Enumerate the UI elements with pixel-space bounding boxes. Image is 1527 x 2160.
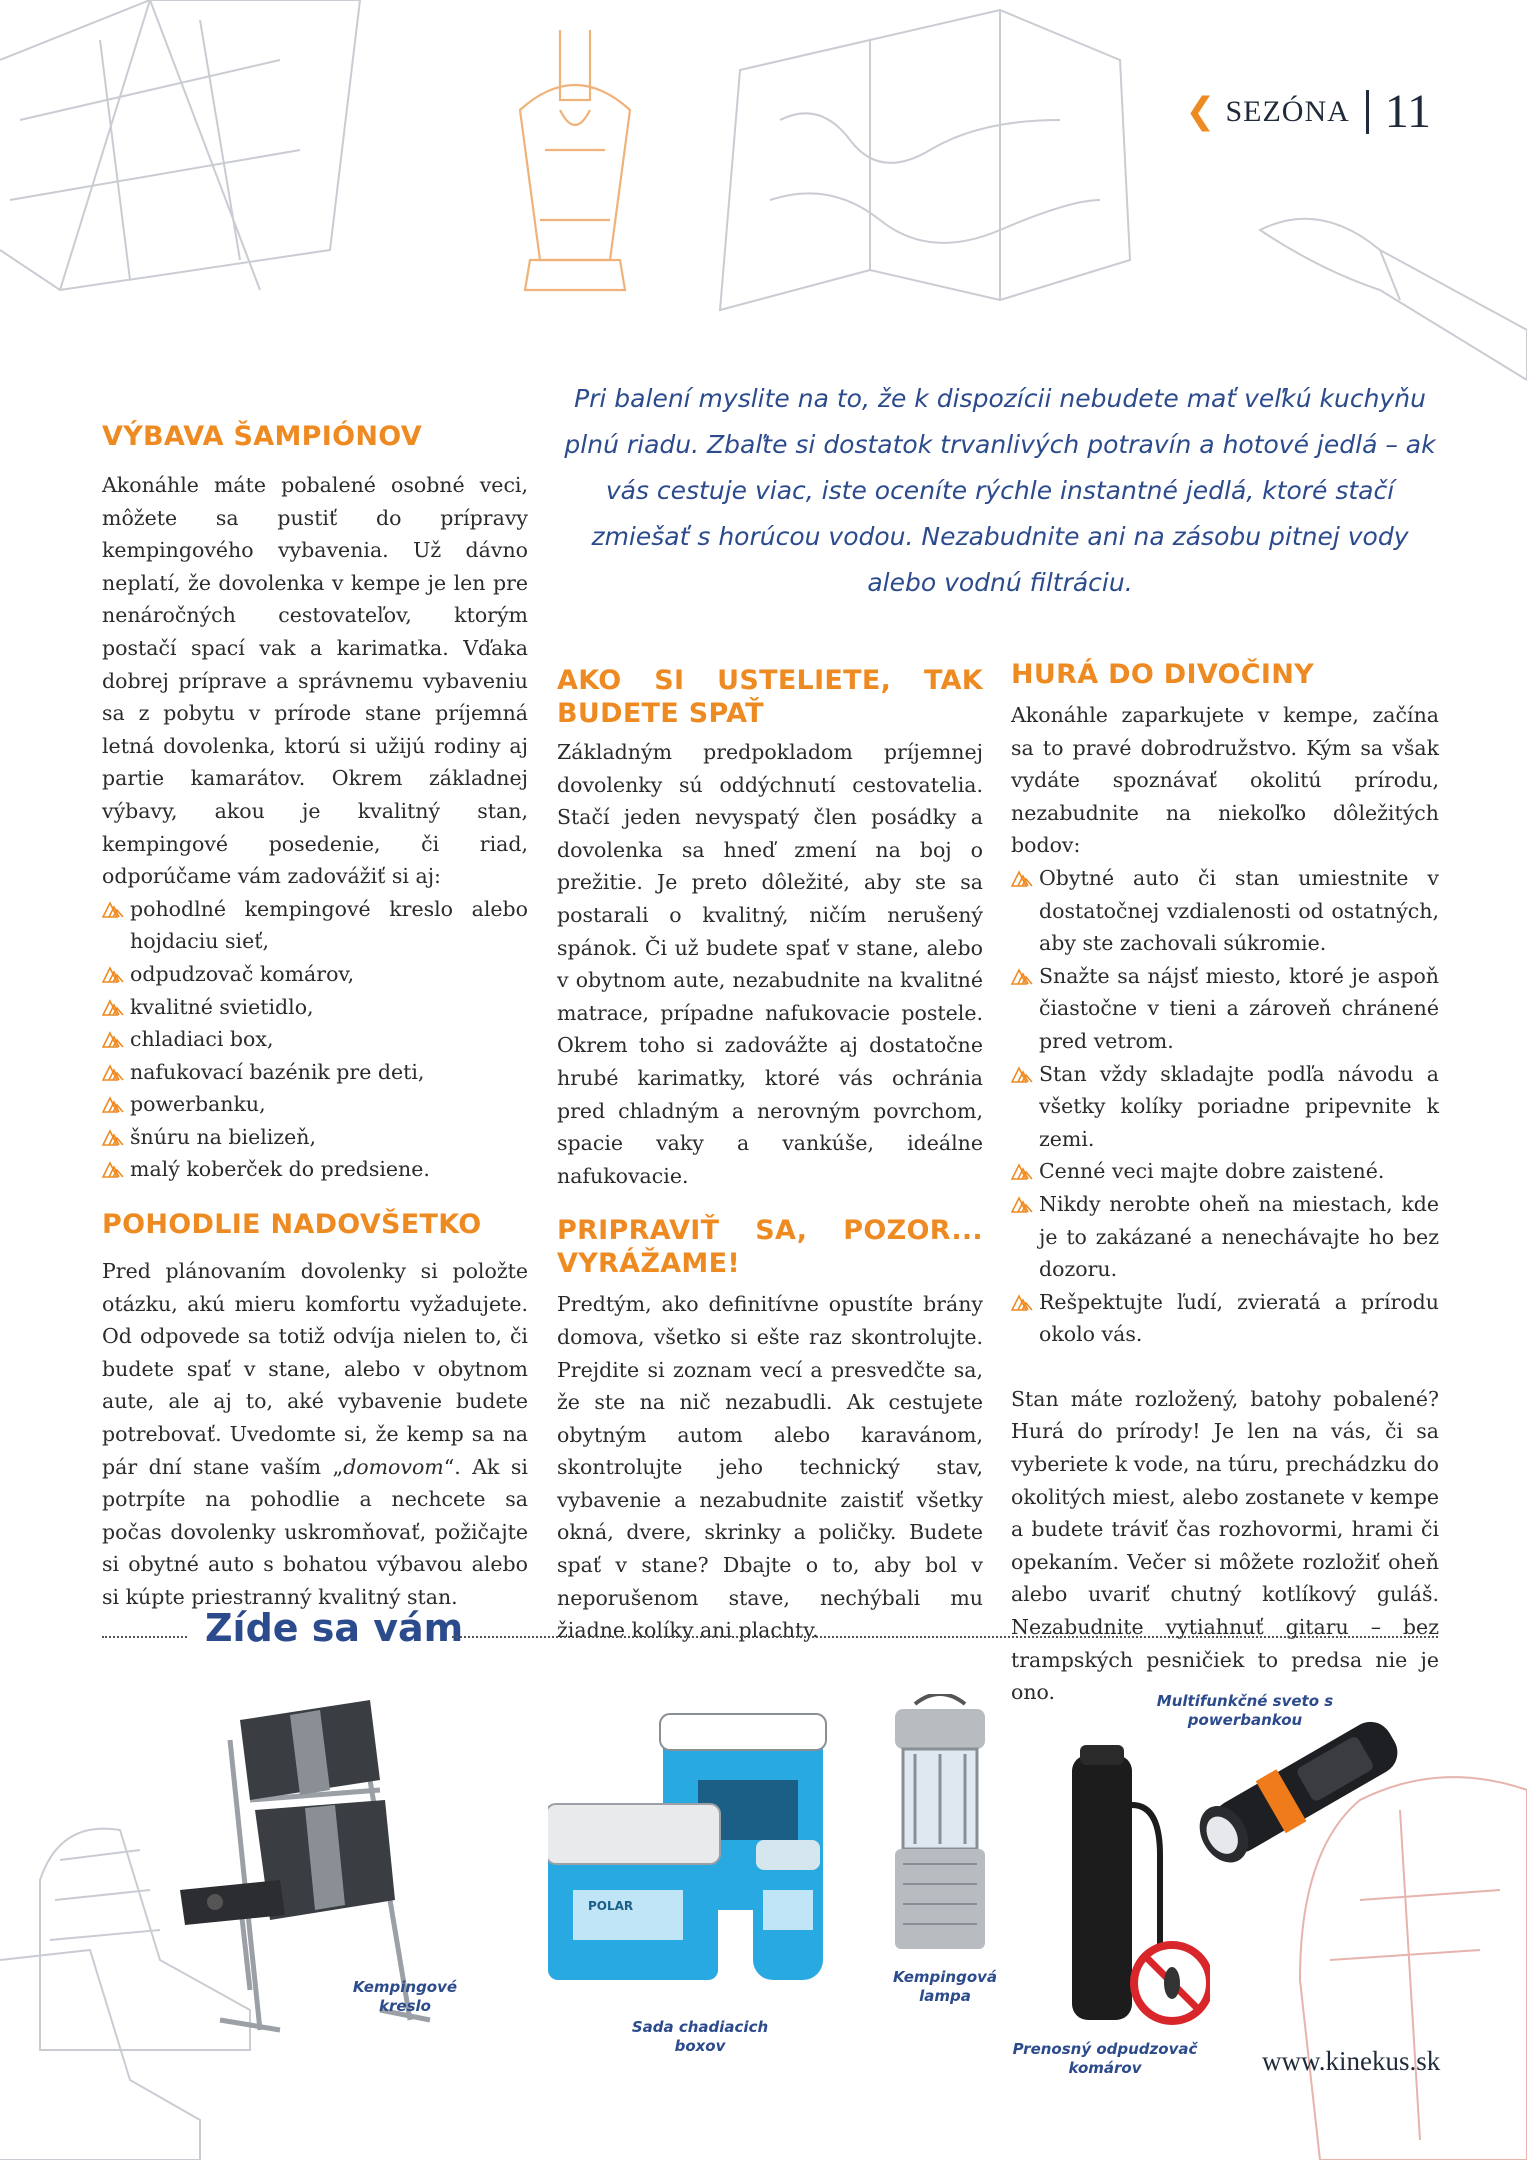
- tips-list: [1011, 862, 1439, 1351]
- caption-torch: Multifunkčné sveto s powerbankou: [1156, 1692, 1334, 1729]
- tent-marker-icon: [1011, 968, 1033, 985]
- heading-pripravit-sa: PRIPRAVIŤ SA, POZOR... VYRÁŽAME!: [557, 1215, 983, 1280]
- tent-marker-icon: [102, 1161, 124, 1178]
- dotted-rule-right: [452, 1636, 1438, 1638]
- equipment-list: [102, 893, 528, 1186]
- tent-marker-icon: [1011, 1294, 1033, 1311]
- map-sketch: [720, 10, 1130, 310]
- heading-pohodlie: POHODLIE NADOVŠETKO: [102, 1209, 482, 1241]
- list-item: Nikdy nerobte oheň na miestach, kde je to zakázané a nenechávajte ho bez dozoru.: [1011, 1188, 1439, 1286]
- tent-marker-icon: [1011, 1163, 1033, 1180]
- page-header: [1185, 84, 1431, 139]
- list-item: šnúru na bielizeň,: [102, 1121, 528, 1154]
- list-item: Rešpektujte ľudí, zvieratá a prírodu okolo vás.: [1011, 1286, 1439, 1351]
- paragraph-divocina: Akonáhle zaparkujete v kempe, začína sa to pravé dobrodružstvo. Kým sa však vydáte spoznávať okolitú prírodu, nezabudnite na niekoľko dôležitých bodov:: [1011, 703, 1439, 858]
- column-3: [1011, 658, 1439, 1709]
- list-item: malý koberček do predsiene.: [102, 1153, 528, 1186]
- list-item: kvalitné svietidlo,: [102, 991, 528, 1024]
- list-item: pohodlné kempingové kreslo alebo hojdaciu sieť,: [102, 893, 528, 958]
- zide-sa-vam-title: Zíde sa vám: [205, 1606, 464, 1650]
- tent-marker-icon: [1011, 1196, 1033, 1213]
- column-2: [557, 664, 983, 1647]
- cooler-boxes-image: [548, 1700, 848, 2000]
- paragraph-pohodlie: Pred plánovaním dovolenky si položte otázku, akú mieru komfortu vyžadujete. Od odpovede sa totiž odvíja nielen to, či budete spať v stane, alebo v obytnom aute, ale aj to, aké vybavenie budete potrebovať. Uvedomte si, že kemp sa na pár dní stane vaším „domovom“. Ak si potrpíte na pohodlie a nechcete sa počas dovolenky uskromňovať, požičajte si obytné auto s bohatou výbavou alebo si kúpte priestranný kvalitný stan.: [102, 1259, 528, 1609]
- camping-lamp-image: [885, 1694, 995, 1964]
- heading-ako-si-ustelieete: AKO SI USTELIETE, TAK BUDETE SPAŤ: [557, 665, 983, 729]
- tent-marker-icon: [102, 999, 124, 1016]
- website-url: www.kinekus.sk: [1262, 2046, 1441, 2076]
- heading-hura-do-divociny: HURÁ DO DIVOČINY: [1011, 659, 1315, 690]
- tent-marker-icon: [1011, 1066, 1033, 1083]
- list-item: Cenné veci majte dobre zaistené.: [1011, 1155, 1439, 1188]
- list-item: powerbanku,: [102, 1088, 528, 1121]
- caption-camping-chair: Kempingové kreslo: [352, 1978, 458, 2015]
- tent-marker-icon: [102, 1129, 124, 1146]
- tent-marker-icon: [102, 966, 124, 983]
- multifunction-torch-image: [1185, 1708, 1415, 1868]
- tent-marker-icon: [102, 1096, 124, 1113]
- paragraph-spanok: Základným predpokladom príjemnej dovolenky sú oddýchnutí cestovatelia. Stačí jeden nevyspatý člen posádky a dovolenka sa hneď zmení na boj o prežitie. Je preto dôležité, aby ste sa postarali o kvalitný, ničím nerušený spánok. Či už budete spať v stane, alebo v obytnom aute, nezabudnite na kvalitné matrace, prípadne nafukovacie postele. Okrem toho si zadovážte aj dostatočne hrubé karimatky, ktoré vás ochránia pred chladným a nerovným povrchom, spacie vaky a vankúše, ideálne nafukovacie.: [557, 740, 983, 1188]
- page-number: 11: [1384, 85, 1431, 138]
- tent-sketch: [0, 0, 360, 290]
- caption-camping-lamp: Kempingová lampa: [892, 1968, 998, 2005]
- caption-cooler-boxes: Sada chadiacich boxov: [631, 2018, 769, 2055]
- heading-vybava: VÝBAVA ŠAMPIÓNOV: [102, 421, 422, 452]
- paragraph-kontrola: Predtým, ako definitívne opustíte brány domova, všetko si ešte raz skontrolujte. Prejdite si zoznam vecí a presvedčte sa, že ste na nič nezabudli. Ak cestujete obytným autom alebo karavánom, skontrolujte jeho technický stav, vybavenie a nezabudnite zaistiť všetky okná, dvere, skrinky a poličky. Budete spať v stane? Dbajte o to, aby bol v neporušenom stave, nechýbali mu žiadne kolíky ani plachty.: [557, 1292, 983, 1643]
- tent-marker-icon: [102, 1064, 124, 1081]
- dotted-rule-left: [102, 1636, 187, 1638]
- tent-marker-icon: [102, 1031, 124, 1048]
- list-item: chladiaci box,: [102, 1023, 528, 1056]
- paragraph-vybava: Akonáhle máte pobalené osobné veci, môžete sa pustiť do prípravy kempingového vybavenia. Už dávno neplatí, že dovolenka v kempe je len pre nenáročných cestovateľov, ktorým postačí spací vak a karimatka. Vďaka dobrej príprave a správnemu vybaveniu sa z pobytu v prírode stane príjemná letná dovolenka, ktorú si užijú rodiny aj partie kamarátov. Okrem základnej výbavy, akou je kvalitný stan, kempingové posedenie, či riad, odporúčame vám zadovážiť si aj:: [102, 473, 528, 889]
- chevron-left-icon: ❮: [1185, 90, 1216, 132]
- list-item: Obytné auto či stan umiestnite v dostatočnej vzdialenosti od ostatných, aby ste zachovali súkromie.: [1011, 862, 1439, 960]
- caption-mosquito-repeller: Prenosný odpudzovač komárov: [1012, 2040, 1198, 2077]
- pull-quote: Pri balení myslite na to, že k dispozícii nebudete mať veľkú kuchyňu plnú riadu. Zbaľte si dostatok trvanlivých potravín a hotové jedlá – ak vás cestuje viac, iste oceníte rýchle instantné jedlá, ktoré stačí zmiešať s horúcou vodou. Nezabudnite ani na zásobu pitnej vody alebo vodnú filtráciu.: [564, 384, 1436, 597]
- cooler-brand-label: POLAR: [588, 1899, 634, 1913]
- header-divider: [1366, 90, 1369, 134]
- column-1: [102, 420, 528, 1614]
- tent-marker-icon: [102, 901, 124, 918]
- list-item: odpudzovač komárov,: [102, 958, 528, 991]
- list-item: nafukovací bazénik pre deti,: [102, 1056, 528, 1089]
- tent-marker-icon: [1011, 870, 1033, 887]
- list-item: Snažte sa nájsť miesto, ktoré je aspoň čiastočne v tieni a zároveň chránené pred vetrom.: [1011, 960, 1439, 1058]
- section-name: SEZÓNA: [1225, 94, 1350, 128]
- list-item: Stan vždy skladajte podľa návodu a všetky kolíky poriadne pripevnite k zemi.: [1011, 1058, 1439, 1156]
- lantern-sketch: [520, 30, 630, 290]
- paragraph-zaver: Stan máte rozložený, batohy pobalené? Hurá do prírody! Je len na vás, či sa vyberiete k vode, na túru, prechádzku do okolitých miest, alebo zostanete v kempe a budete tráviť čas rozhovormi, hrami či opekaním. Večer si môžete rozložiť oheň alebo uvariť chutný kotlíkový guláš. Nezabudnite vytiahnuť gitaru – bez trampských pesničiek to predsa nie je ono.: [1011, 1386, 1439, 1705]
- knife-sketch: [1260, 219, 1527, 380]
